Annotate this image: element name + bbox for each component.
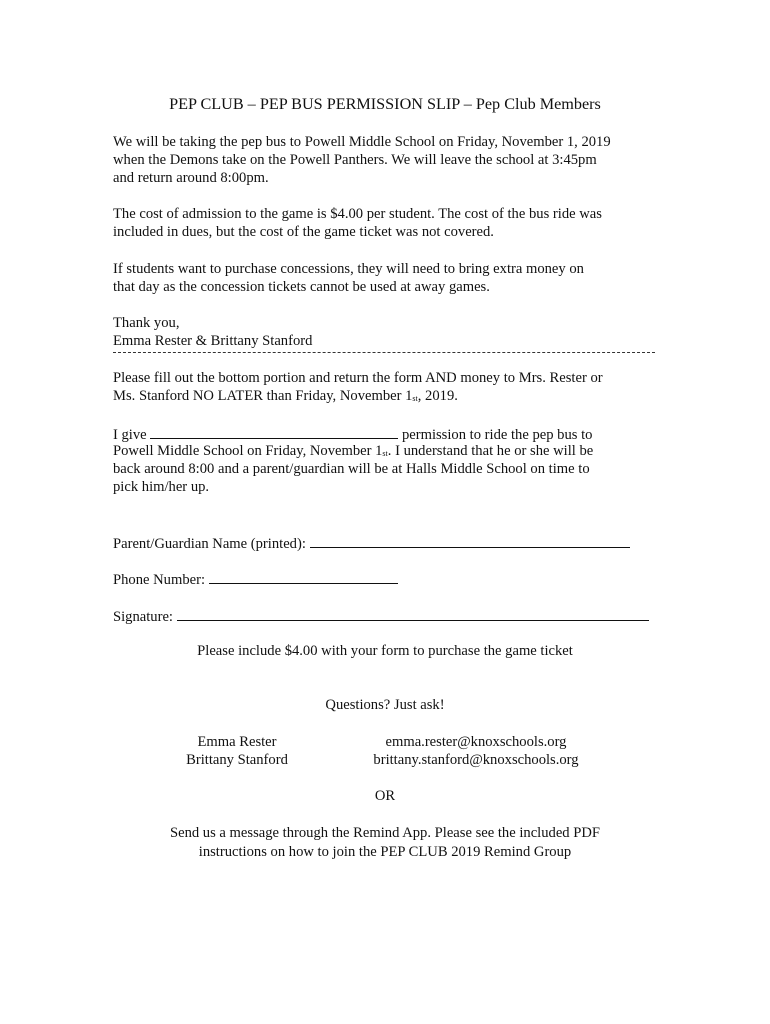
intro-line-3: and return around 8:00pm.: [113, 170, 269, 186]
signature-field-row: [113, 606, 649, 626]
parent-name-field-row: [113, 533, 630, 553]
cost-line-1: The cost of admission to the game is $4.00 per student. The cost of the bus ride was: [113, 206, 602, 222]
permission-suffix: permission to ride the pep bus to: [401, 427, 593, 443]
contact-name-2: Brittany Stanford: [186, 752, 288, 768]
contact-email-2: brittany.stanford@knoxschools.org: [373, 752, 579, 768]
permission-prefix: I give: [113, 427, 147, 443]
student-name-blank[interactable]: [150, 424, 398, 439]
remind-line-1: Send us a message through the Remind App. Please see the included PDF: [169, 825, 601, 841]
permission-line-3: back around 8:00 and a parent/guardian will be at Halls Middle School on time to: [113, 461, 590, 477]
permission-line-2: [113, 442, 673, 460]
questions-heading: Questions? Just ask!: [325, 697, 445, 713]
phone-field-row: [113, 569, 398, 589]
closing-names: Emma Rester & Brittany Stanford: [113, 333, 313, 349]
or-separator: OR: [374, 788, 396, 804]
concessions-line-1: If students want to purchase concessions, they will need to bring extra money on: [113, 261, 584, 277]
return-note-year: , 2019.: [417, 388, 458, 404]
parent-name-label: Parent/Guardian Name (printed):: [113, 536, 306, 552]
permission-line-4: pick him/her up.: [113, 479, 210, 495]
signature-blank[interactable]: [177, 606, 649, 621]
include-payment-note: Please include $4.00 with your form to purchase the game ticket: [197, 643, 573, 659]
ordinal-suffix: st: [412, 394, 418, 403]
phone-number-blank[interactable]: [209, 569, 398, 584]
contact-email-1: emma.rester@knoxschools.org: [385, 734, 567, 750]
permission-line-2-text: Powell Middle School on Friday, November 1: [113, 443, 383, 459]
closing-thanks: Thank you,: [113, 315, 180, 331]
page-title: PEP CLUB – PEP BUS PERMISSION SLIP – Pep Club Members: [169, 95, 601, 113]
cut-line-divider: [113, 352, 655, 353]
signature-label: Signature:: [113, 609, 173, 625]
intro-line-1: We will be taking the pep bus to Powell Middle School on Friday, November 1, 2019: [113, 134, 611, 150]
intro-line-2: when the Demons take on the Powell Panthers. We will leave the school at 3:45pm: [113, 152, 597, 168]
return-note-text: Ms. Stanford NO LATER than Friday, November 1: [113, 388, 413, 404]
remind-line-2: instructions on how to join the PEP CLUB 2019 Remind Group: [198, 844, 572, 860]
ordinal-suffix: st: [382, 449, 388, 458]
parent-name-blank[interactable]: [310, 533, 630, 548]
return-note-line-2: [113, 387, 673, 405]
cost-line-2: included in dues, but the cost of the game ticket was not covered.: [113, 224, 494, 240]
contact-name-1: Emma Rester: [197, 734, 277, 750]
permission-line-2-rest: . I understand that he or she will be: [387, 443, 594, 459]
concessions-line-2: that day as the concession tickets cannot be used at away games.: [113, 279, 490, 295]
return-note-line-1: Please fill out the bottom portion and return the form AND money to Mrs. Rester or: [113, 370, 603, 386]
phone-label: Phone Number:: [113, 572, 206, 588]
